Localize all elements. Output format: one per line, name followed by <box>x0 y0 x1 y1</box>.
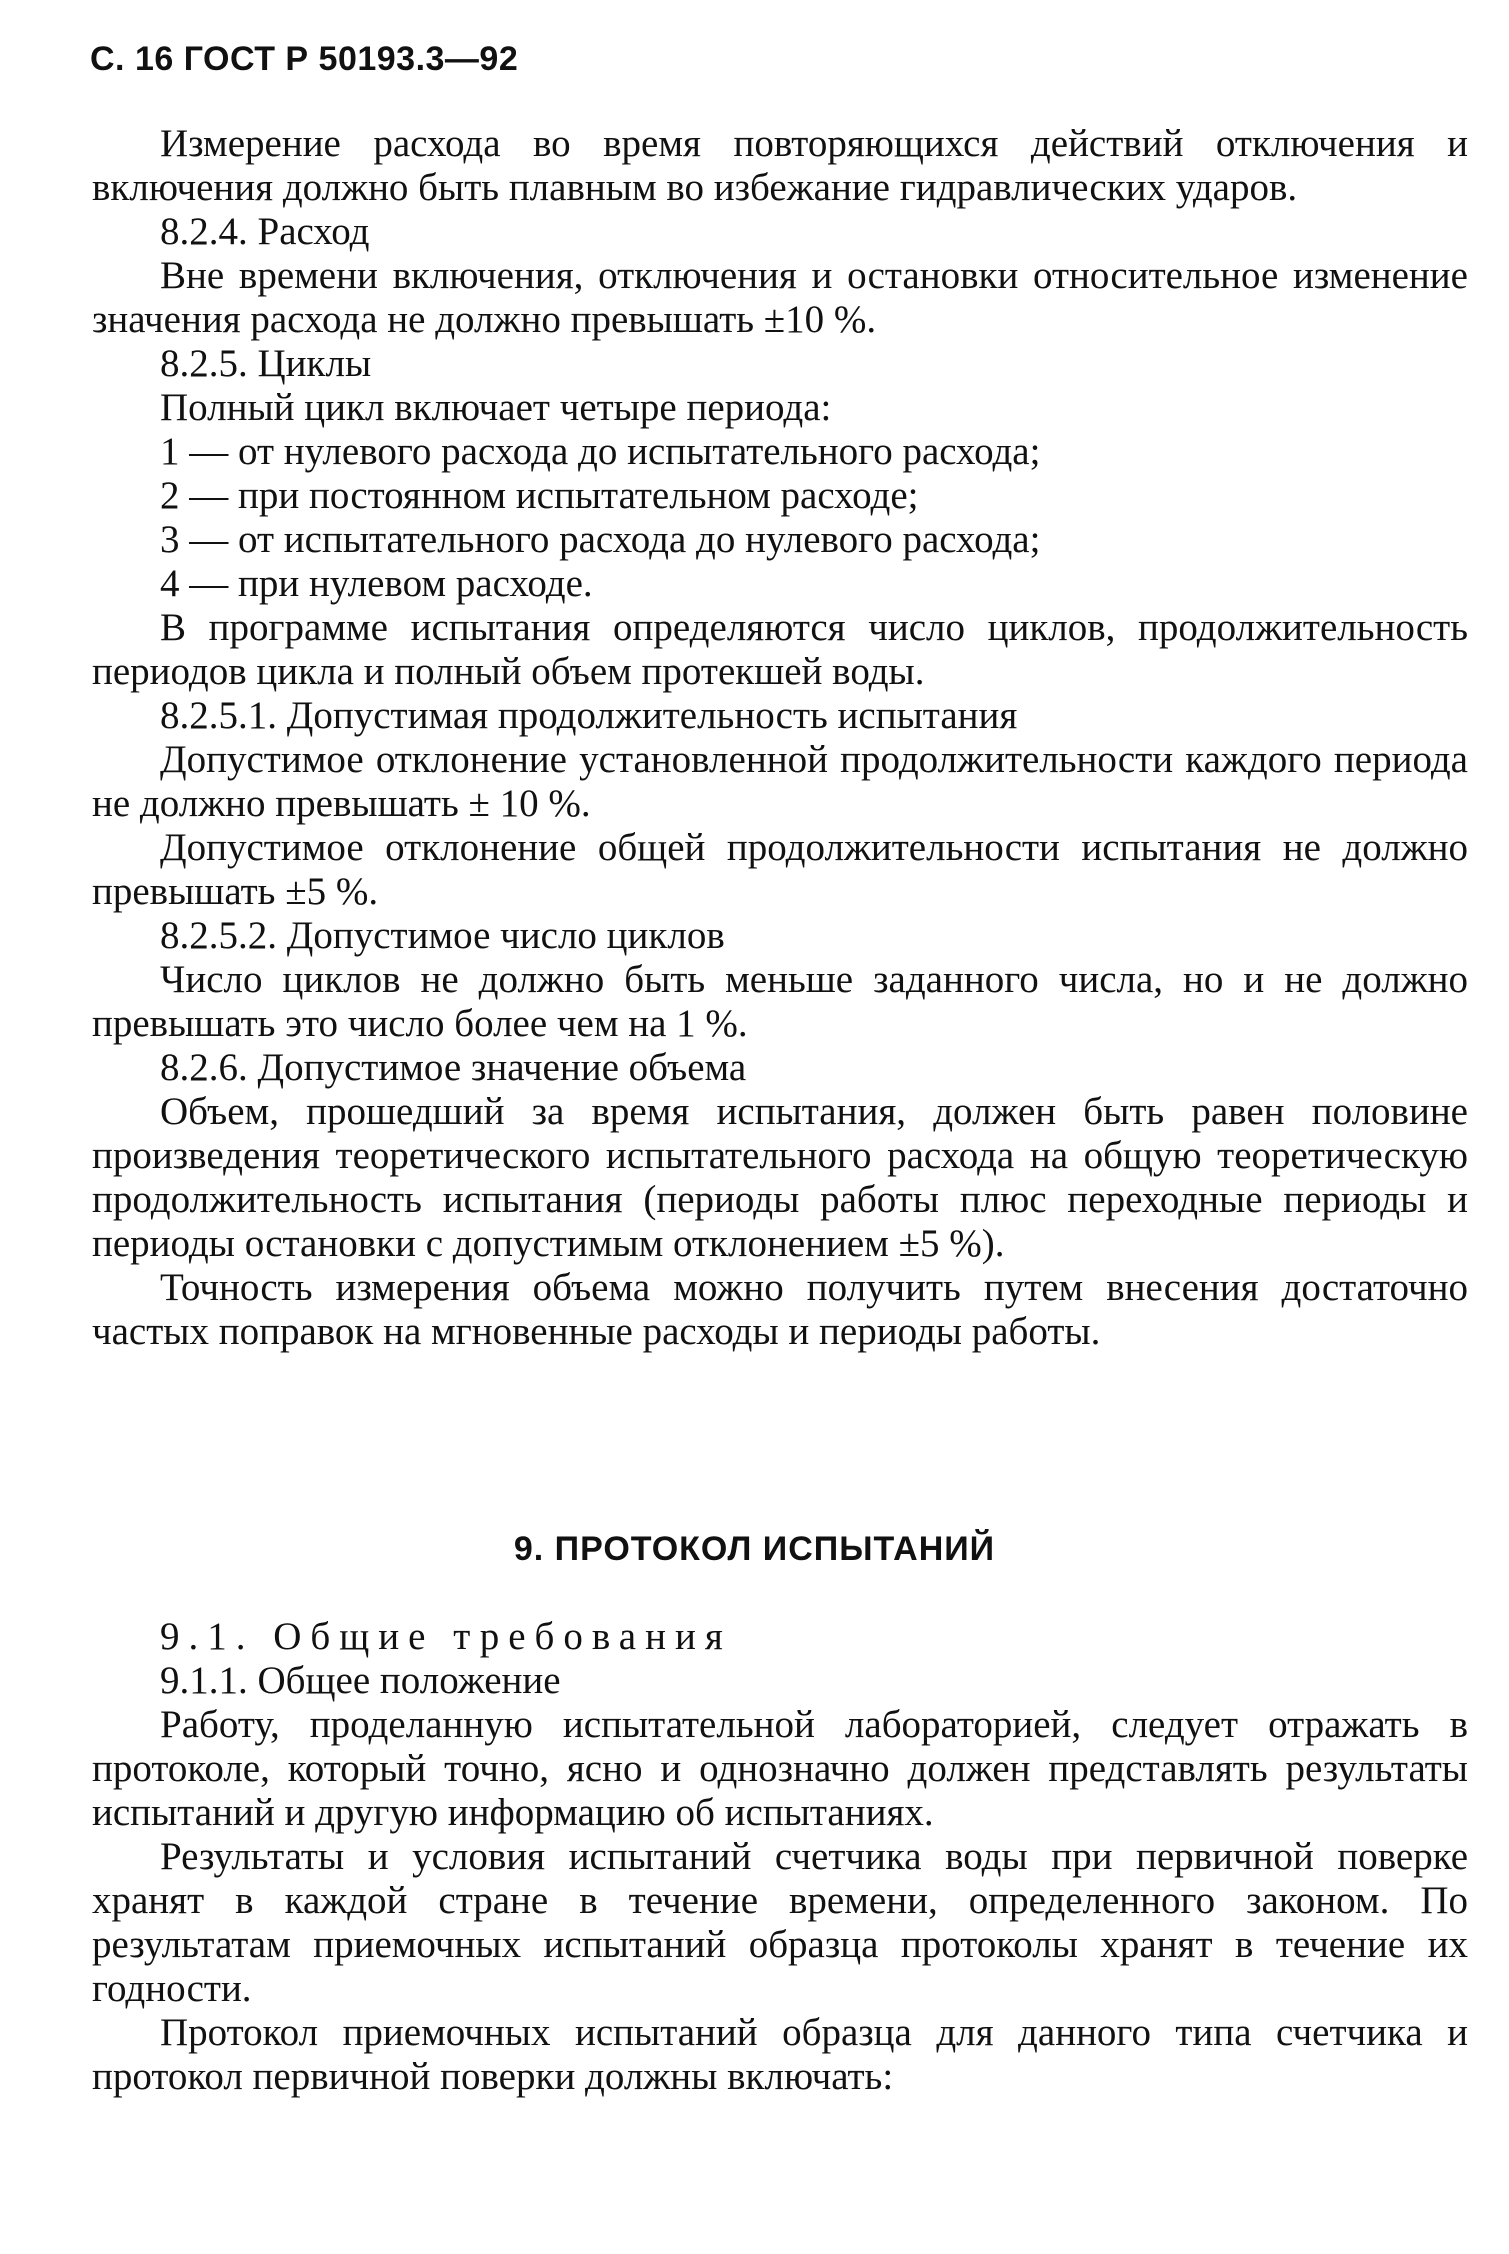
paragraph-deviation-period: Допустимое отклонение установленной продолжительности каждого периода не должно превышать ± 10 %. <box>92 738 1468 825</box>
paragraph-deviation-total: Допустимое отклонение общей продолжительности испытания не должно превышать ±5 %. <box>92 826 1468 913</box>
cycle-item-4: 4 — при нулевом расходе. <box>160 562 593 605</box>
cycle-item-3: 3 — от испытательного расхода до нулевого расхода; <box>160 518 1041 561</box>
paragraph-accuracy: Точность измерения объема можно получить путем внесения достаточно частых поправок на мгновенные расходы и периоды работы. <box>92 1266 1468 1353</box>
paragraph-flow: Вне времени включения, отключения и остановки относительное изменение значения расхода не должно превышать ±10 %. <box>92 254 1468 341</box>
paragraph-volume: Объем, прошедший за время испытания, должен быть равен половине произведения теоретического испытательного расхода на общую теоретическую продолжительность испытания (периоды работы плюс переходные периоды и периоды остановки с допустимым отклонением ±5 %). <box>92 1090 1468 1265</box>
heading-8-2-6: 8.2.6. Допустимое значение объема <box>160 1046 747 1089</box>
heading-9-1: 9.1. Общие требования <box>160 1615 732 1658</box>
section-9-heading: 9. ПРОТОКОЛ ИСПЫТАНИЙ <box>513 1530 996 1568</box>
heading-8-2-4: 8.2.4. Расход <box>160 210 370 253</box>
heading-8-2-5-1: 8.2.5.1. Допустимая продолжительность испытания <box>160 694 1018 737</box>
section-9-body <box>92 1615 1468 2099</box>
paragraph-measurement: Измерение расхода во время повторяющихся действий отключения и включения должно быть плавным во избежание гидравлических ударов. <box>92 122 1468 209</box>
heading-8-2-5: 8.2.5. Циклы <box>160 342 372 385</box>
paragraph-program: В программе испытания определяются число циклов, продолжительность периодов цикла и полный объем протекшей воды. <box>92 606 1468 693</box>
heading-8-2-5-2: 8.2.5.2. Допустимое число циклов <box>160 914 725 957</box>
cycle-item-2: 2 — при постоянном испытательном расходе; <box>160 474 919 517</box>
paragraph-cycle-intro: Полный цикл включает четыре периода: <box>160 386 832 429</box>
section-8-body <box>92 122 1468 1354</box>
paragraph-cycles-count: Число циклов не должно быть меньше заданного числа, но и не должно превышать это число более чем на 1 %. <box>92 958 1468 1045</box>
paragraph-protocol: Протокол приемочных испытаний образца для данного типа счетчика и протокол первичной поверки должны включать: <box>92 2011 1468 2098</box>
heading-9-1-1: 9.1.1. Общее положение <box>160 1659 561 1702</box>
paragraph-results: Результаты и условия испытаний счетчика воды при первичной поверке хранят в каждой стране в течение времени, определенного законом. По результатам приемочных испытаний образца протоколы хранят в течение их годности. <box>92 1835 1468 2010</box>
running-head: С. 16 ГОСТ Р 50193.3—92 <box>90 40 519 78</box>
paragraph-work: Работу, проделанную испытательной лабораторией, следует отражать в протоколе, который точно, ясно и однозначно должен представлять результаты испытаний и другую информацию об испытаниях. <box>92 1703 1468 1834</box>
cycle-item-1: 1 — от нулевого расхода до испытательного расхода; <box>160 430 1041 473</box>
